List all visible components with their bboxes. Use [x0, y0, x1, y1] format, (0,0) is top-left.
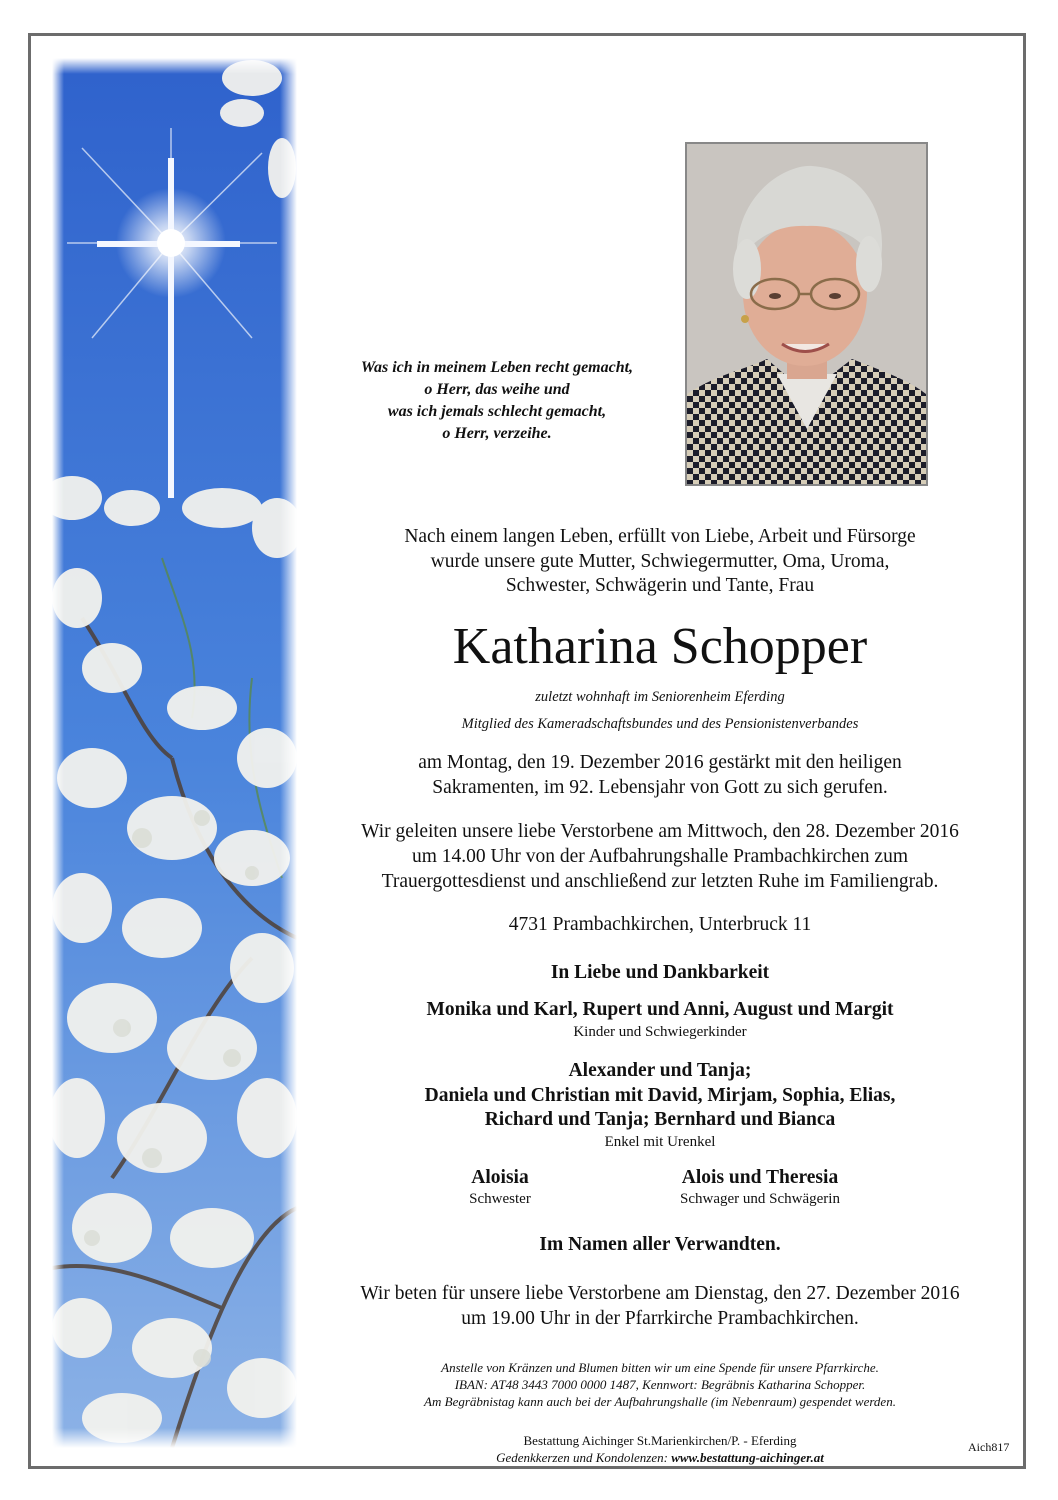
portrait-photo — [685, 142, 928, 486]
closing-heading: In Liebe und Dankbarkeit — [550, 962, 770, 983]
grandchildren-line: Richard und Tanja; Bernhard und Bianca — [484, 1109, 836, 1130]
prayer-notice — [310, 1281, 1010, 1331]
funeral-notice — [310, 819, 1010, 894]
death-line: Sakramenten, im 92. Lebensjahr von Gott zu sich gerufen. — [432, 777, 888, 798]
poem — [318, 357, 676, 445]
condolence-label: Gedenkkerzen und Kondolenzen: — [496, 1450, 668, 1465]
poem-line: o Herr, verzeihe. — [442, 425, 552, 442]
grandchildren-group — [310, 1059, 1010, 1151]
membership-text: Mitglied des Kameradschaftsbundes und des Pensionistenverbandes — [461, 716, 859, 732]
grandchildren-line: Alexander und Tanja; — [568, 1060, 752, 1081]
website-link[interactable]: www.bestattung-aichinger.at — [671, 1450, 824, 1465]
sister-group — [400, 1166, 600, 1208]
deceased-name: Katharina Schopper — [452, 618, 868, 675]
poem-line: o Herr, das weihe und — [424, 381, 570, 398]
sister-role: Schwester — [469, 1191, 531, 1207]
intro-line: Nach einem langen Leben, erfüllt von Liebe, Arbeit und Fürsorge — [404, 526, 916, 547]
donation-note — [310, 1359, 1010, 1410]
residence-text: zuletzt wohnhaft im Seniorenheim Eferding — [535, 689, 785, 705]
prayer-line: Wir beten für unsere liebe Verstorbene am Dienstag, den 27. Dezember 2016 — [360, 1283, 960, 1304]
grandchildren-role: Enkel mit Urenkel — [604, 1133, 716, 1150]
death-notice — [310, 750, 1010, 800]
poem-line: was ich jemals schlecht gemacht, — [387, 403, 607, 420]
condolence-line — [310, 1449, 1010, 1466]
reference-code: Aich817 — [968, 1440, 1010, 1454]
footer — [310, 1432, 1010, 1466]
children-role: Kinder und Schwiegerkinder — [573, 1023, 747, 1040]
intro-line: Schwester, Schwägerin und Tante, Frau — [505, 575, 815, 596]
donation-line: Anstelle von Kränzen und Blumen bitten wir um eine Spende für unsere Pfarrkirche. — [441, 1360, 879, 1375]
children-group — [310, 998, 1010, 1041]
inlaws-role: Schwager und Schwägerin — [680, 1191, 840, 1207]
cross-blossom-image — [52, 58, 297, 1448]
intro-text — [310, 525, 1010, 599]
funeral-line: Trauergottesdienst und anschließend zur letzten Ruhe im Familiengrab. — [381, 871, 939, 892]
intro-line: wurde unsere gute Mutter, Schwiegermutter, Oma, Uroma, — [430, 550, 890, 572]
grandchildren-line: Daniela und Christian mit David, Mirjam, Sophia, Elias, — [424, 1084, 896, 1106]
death-line: am Montag, den 19. Dezember 2016 gestärkt mit den heiligen — [418, 752, 902, 773]
residence-info — [310, 684, 1010, 738]
funeral-home: Bestattung Aichinger St.Marienkirchen/P. - Eferding — [523, 1433, 797, 1448]
inlaws-group — [640, 1166, 880, 1208]
prayer-line: um 19.00 Uhr in der Pfarrkirche Prambachkirchen. — [461, 1308, 859, 1329]
funeral-line: um 14.00 Uhr von der Aufbahrungshalle Prambachkirchen zum — [411, 846, 909, 867]
relatives-line: Im Namen aller Verwandten. — [539, 1234, 781, 1255]
donation-line: IBAN: AT48 3443 7000 0000 1487, Kennwort: Begräbnis Katharina Schopper. — [454, 1377, 866, 1392]
children-names: Monika und Karl, Rupert und Anni, August und Margit — [426, 999, 894, 1020]
donation-line: Am Begräbnistag kann auch bei der Aufbahrungshalle (im Nebenraum) gespendet werden. — [424, 1394, 896, 1409]
inlaws-name: Alois und Theresia — [681, 1167, 839, 1188]
address: 4731 Prambachkirchen, Unterbruck 11 — [508, 914, 812, 935]
sister-name: Aloisia — [471, 1167, 529, 1188]
funeral-line: Wir geleiten unsere liebe Verstorbene am Mittwoch, den 28. Dezember 2016 — [361, 821, 959, 842]
poem-line: Was ich in meinem Leben recht gemacht, — [360, 359, 634, 376]
